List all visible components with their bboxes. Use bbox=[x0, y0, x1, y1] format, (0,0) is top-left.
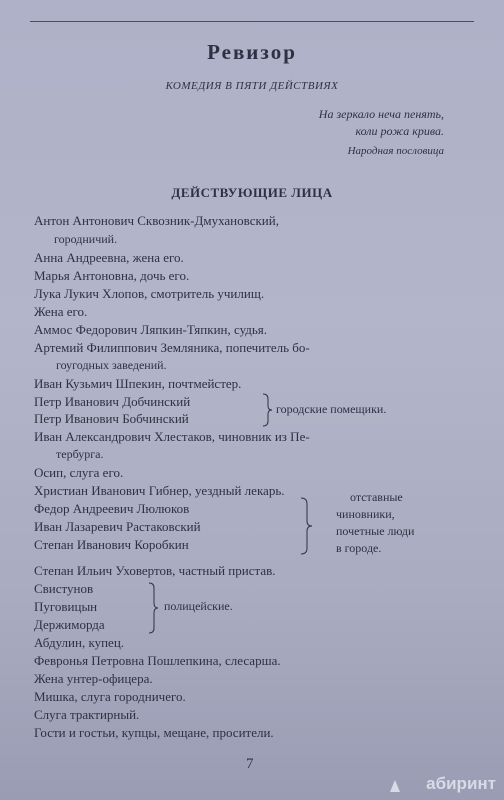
character-line: Слуга трактирный. bbox=[34, 707, 140, 722]
brace-icon bbox=[148, 582, 158, 634]
cast-heading: ДЕЙСТВУЮЩИЕ ЛИЦА bbox=[171, 185, 333, 200]
character-line: Анна Андреевна, жена его. bbox=[34, 250, 184, 265]
character-line: Мишка, слуга городничего. bbox=[34, 689, 186, 704]
group-note: почетные люди bbox=[336, 524, 415, 538]
play-title: Ревизор bbox=[207, 40, 297, 64]
group-note: в городе. bbox=[336, 541, 382, 555]
character-line: Иван Кузьмич Шпекин, почтмейстер. bbox=[34, 376, 242, 391]
labirint-logo-icon bbox=[388, 779, 402, 793]
character-line: Свистунов bbox=[34, 581, 94, 596]
character-line: гоугодных заведений. bbox=[56, 358, 167, 372]
play-subtitle: КОМЕДИЯ В ПЯТИ ДЕЙСТВИЯХ bbox=[165, 80, 339, 92]
character-line: тербурга. bbox=[56, 447, 104, 461]
epigraph bbox=[319, 106, 444, 140]
character-line: Февронья Петровна Пошлепкина, слесарша. bbox=[34, 653, 281, 668]
character-line: Иван Лазаревич Растаковский bbox=[34, 519, 201, 534]
group-note: отставные bbox=[350, 490, 403, 504]
character-line: городничий. bbox=[54, 232, 118, 246]
character-line: Степан Иванович Коробкин bbox=[34, 537, 189, 552]
epigraph-line-2: коли рожа крива. bbox=[355, 124, 444, 138]
character-line: Артемий Филиппович Земляника, попечитель бо- bbox=[34, 340, 310, 355]
character-line: Христиан Иванович Гибнер, уездный лекарь. bbox=[34, 483, 285, 498]
header-rule bbox=[30, 21, 474, 22]
character-line: Марья Антоновна, дочь его. bbox=[34, 268, 190, 283]
character-line: Степан Ильич Уховертов, частный пристав. bbox=[34, 563, 276, 578]
character-line: Жена его. bbox=[34, 304, 88, 319]
character-line: Петр Иванович Бобчинский bbox=[34, 411, 189, 426]
character-line: Федор Андреевич Люлюков bbox=[34, 501, 190, 516]
character-line: Пуговицын bbox=[34, 599, 98, 614]
character-line: Абдулин, купец. bbox=[34, 635, 125, 650]
character-line: Осип, слуга его. bbox=[34, 465, 124, 480]
page-number: 7 bbox=[246, 756, 254, 772]
epigraph-source: Народная пословица bbox=[347, 145, 444, 157]
brace-icon bbox=[300, 497, 312, 555]
character-line: Гости и гостьи, купцы, мещане, просители. bbox=[34, 725, 274, 740]
group-note: городские помещики. bbox=[276, 402, 387, 416]
character-line: Иван Александрович Хлестаков, чиновник из Пе- bbox=[34, 429, 310, 444]
group-note: чиновники, bbox=[336, 507, 395, 521]
character-line: Держиморда bbox=[34, 617, 105, 632]
character-line: Антон Антонович Сквозник-Дмухановский, bbox=[34, 213, 279, 228]
group-note: полицейские. bbox=[164, 599, 233, 613]
character-line: Лука Лукич Хлопов, смотритель училищ. bbox=[34, 286, 265, 301]
character-line: Петр Иванович Добчинский bbox=[34, 394, 191, 409]
character-line: Аммос Федорович Ляпкин-Тяпкин, судья. bbox=[34, 322, 268, 337]
character-line: Жена унтер-офицера. bbox=[34, 671, 153, 686]
epigraph-line-1: На зеркало неча пенять, bbox=[318, 107, 444, 121]
watermark-text: абиринт bbox=[426, 774, 496, 793]
brace-icon bbox=[262, 393, 272, 427]
